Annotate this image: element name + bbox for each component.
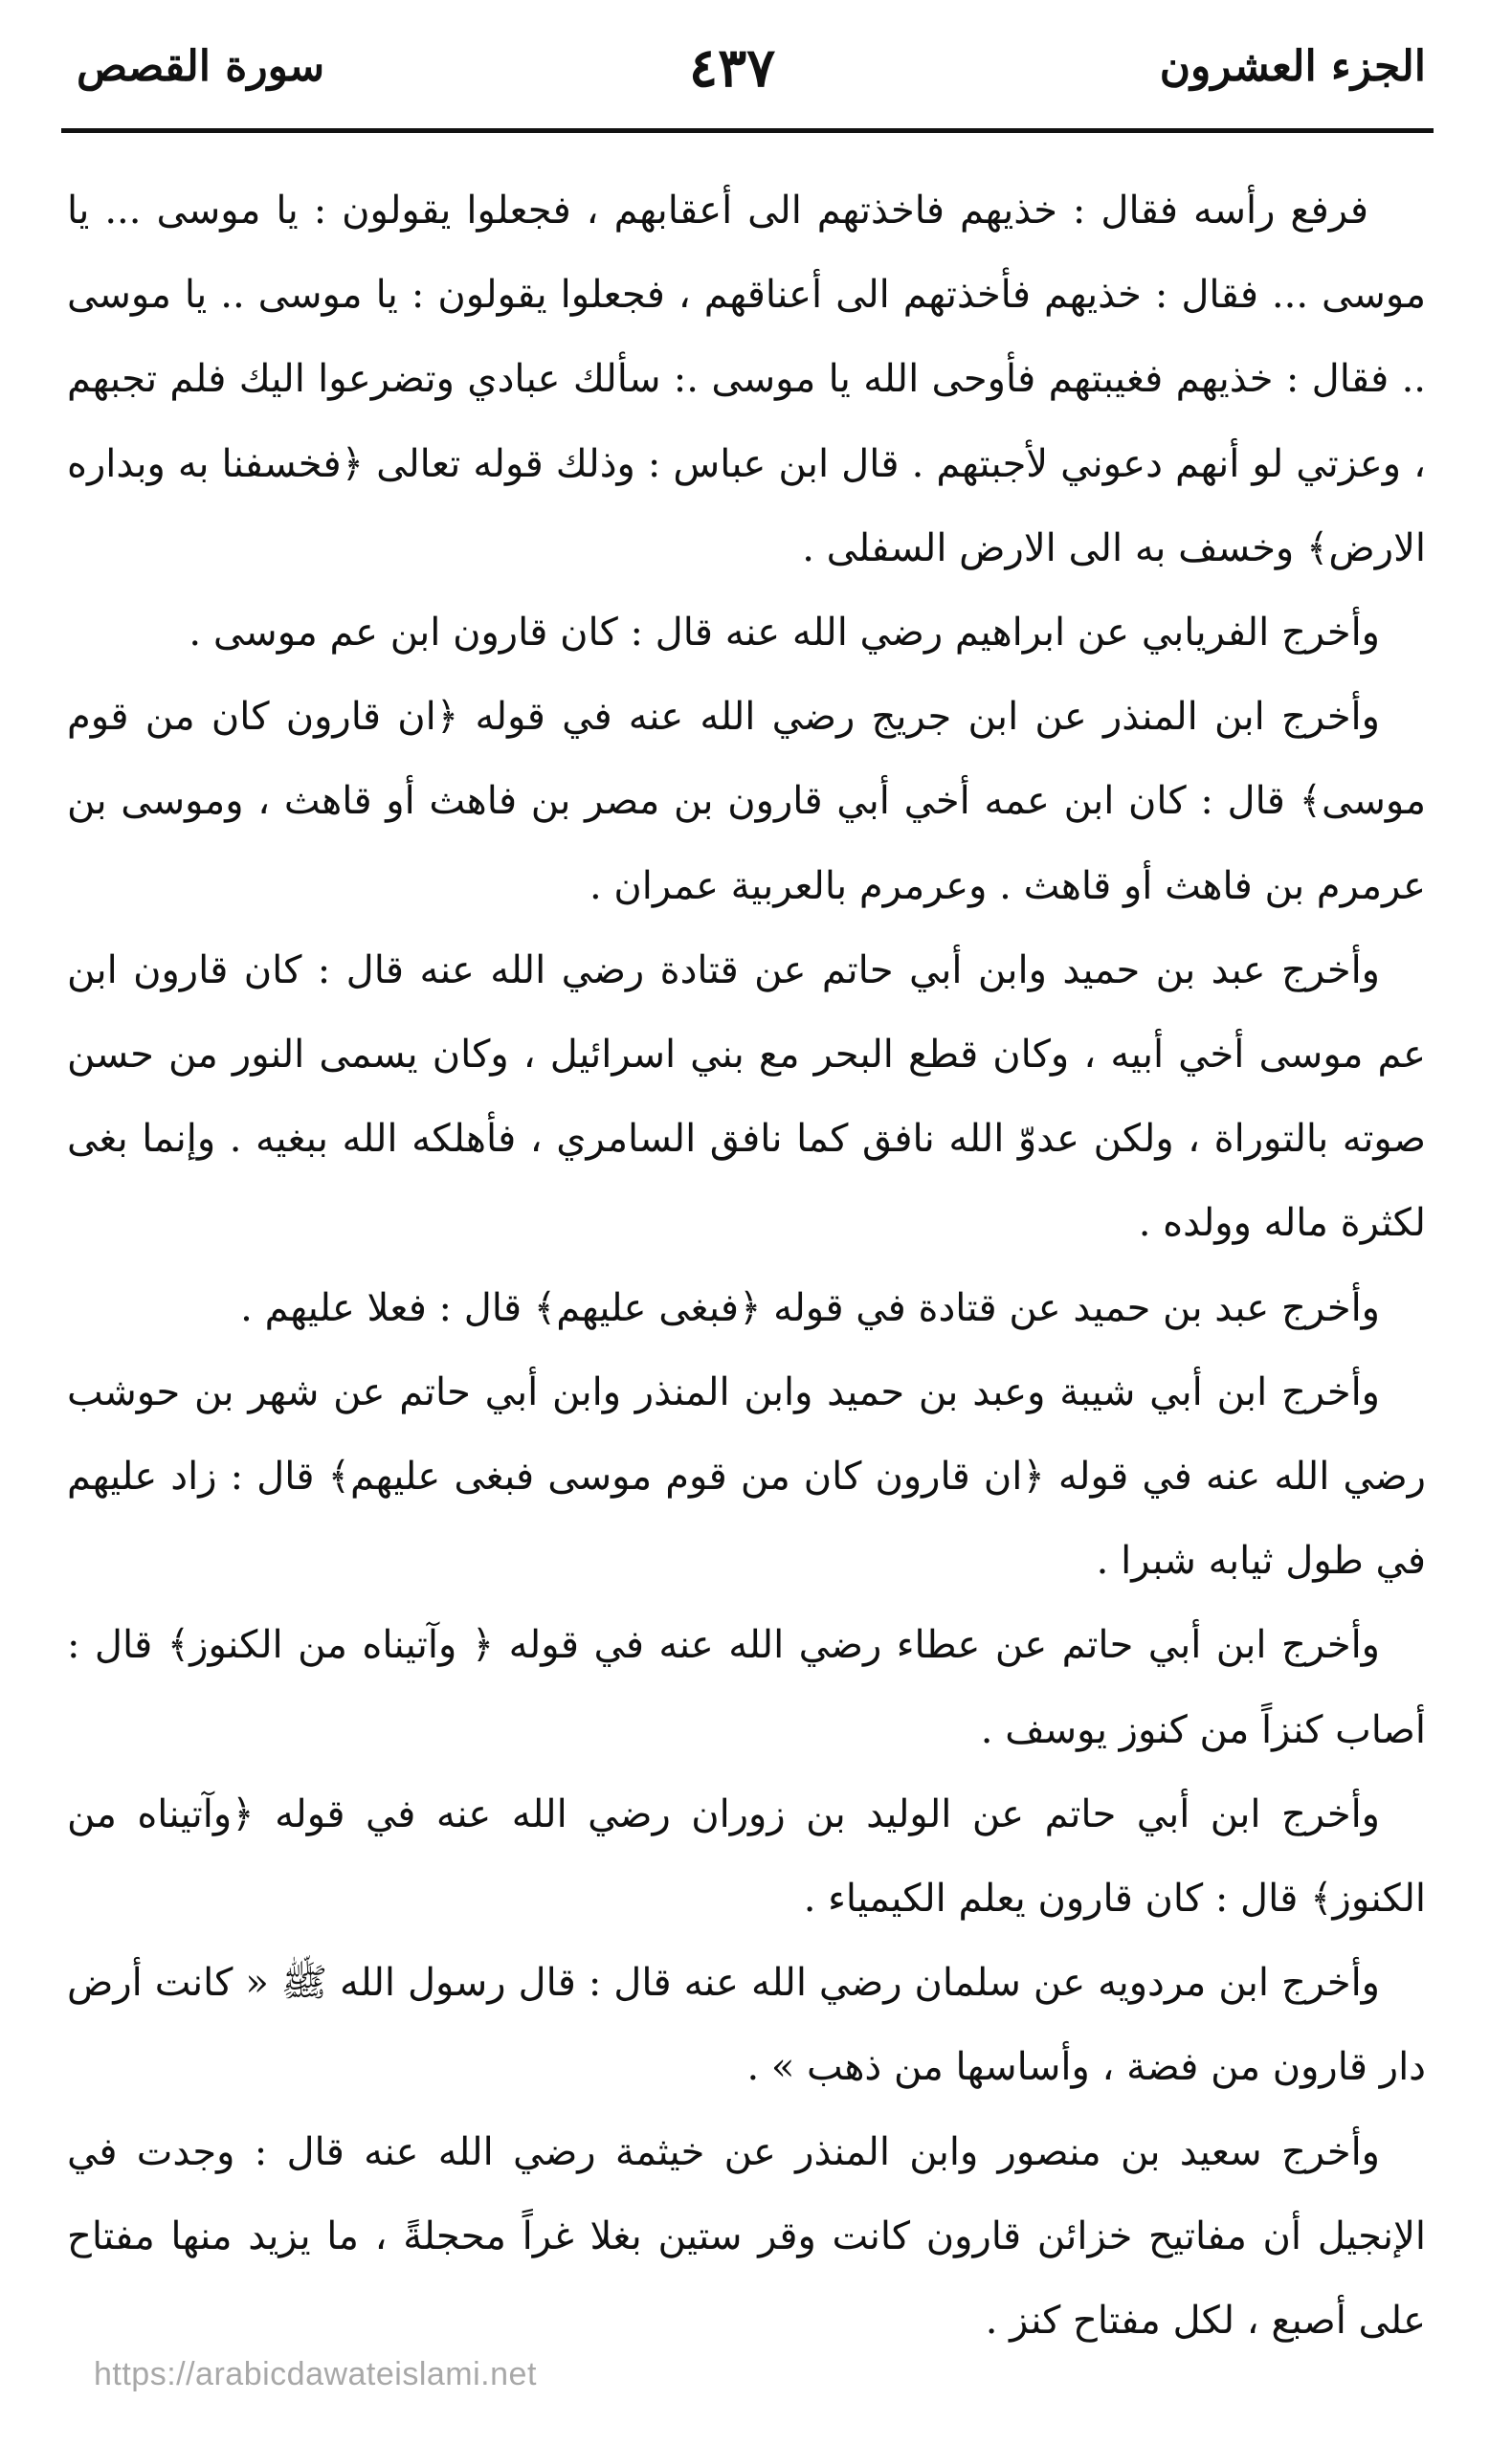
paragraph: وأخرج ابن أبي حاتم عن الوليد بن زوران رضي الله عنه في قوله ﴿وآتيناه من الكنوز﴾ قال : كان قارون يعلم الكيمياء . [67, 1791, 1426, 1922]
page-header [57, 36, 1426, 122]
juz-title: الجزء العشرون [1159, 42, 1426, 91]
paragraph: وأخرج ابن أبي حاتم عن عطاء رضي الله عنه في قوله ﴿ وآتيناه من الكنوز﴾ قال : أصاب كنزاً من كنوز يوسف . [67, 1623, 1426, 1752]
source-watermark: https://arabicdawateislami.net [94, 2356, 537, 2392]
paragraph: وأخرج ابن أبي شيبة وعبد بن حميد وابن المنذر وابن أبي حاتم عن شهر بن حوشب رضي الله عنه في قوله ﴿ان قارون كان من قوم موسى فبغى عليهم﴾ قال : زاد عليهم في طول ثيابه شبرا . [67, 1369, 1426, 1584]
paragraph: وأخرج ابن المنذر عن ابن جريج رضي الله عنه في قوله ﴿ان قارون كان من قوم موسى﴾ قال : كان ابن عمه أخي أبي قارون بن مصر بن فاهث أو قاهث ، وموسى بن عرمرم بن فاهث أو قاهث . وعرمرم بالعربية عمران . [67, 695, 1427, 908]
surah-title: سورة القصص [77, 42, 325, 91]
page-body [67, 168, 1426, 2363]
page-number: ٤٣٧ [689, 36, 776, 100]
paragraph: وأخرج عبد بن حميد عن قتادة في قوله ﴿فبغى عليهم﴾ قال : فعلا عليهم . [240, 1285, 1380, 1330]
paragraph: وأخرج الفريابي عن ابراهيم رضي الله عنه قال : كان قارون ابن عم موسى . [189, 611, 1380, 656]
paragraph: وأخرج ابن مردويه عن سلمان رضي الله عنه قال : قال رسول الله ﷺ « كانت أرض دار قارون من فضة ، وأساسها من ذهب » . [67, 1961, 1426, 2090]
paragraph: وأخرج عبد بن حميد وابن أبي حاتم عن قتادة رضي الله عنه قال : كان قارون ابن عم موسى أخي أبيه ، وكان قطع البحر مع بني اسرائيل ، وكان يسمى النور من حسن صوته بالتوراة ، ولكن عدوّ الله نافق كما نافق السامري ، فأهلكه الله ببغيه . وإنما بغى لكثرة ماله وولده . [67, 947, 1426, 1246]
paragraph: فرفع رأسه فقال : خذيهم فاخذتهم الى أعقابهم ، فجعلوا يقولون : يا موسى ... يا موسى ... فقال : خذيهم فأخذتهم الى أعناقهم ، فجعلوا يقولون : يا موسى .. يا موسى .. فقال : خذيهم فغيبتهم فأوحى الله يا موسى .: سألك عبادي وتضرعوا اليك فلم تجبهم ، وعزتي لو أنهم دعوني لأجبتهم . قال ابن عباس : وذلك قوله تعالى ﴿فخسفنا به وبداره الارض﴾ وخسف به الى الارض السفلى . [67, 189, 1426, 570]
paragraph: وأخرج سعيد بن منصور وابن المنذر عن خيثمة رضي الله عنه قال : وجدت في الإنجيل أن مفاتيح خزائن قارون كانت وقر ستين بغلا غراً محجلةً ، ما يزيد منها مفتاح على أصبع ، لكل مفتاح كنز . [67, 2129, 1426, 2344]
header-divider [61, 128, 1434, 133]
